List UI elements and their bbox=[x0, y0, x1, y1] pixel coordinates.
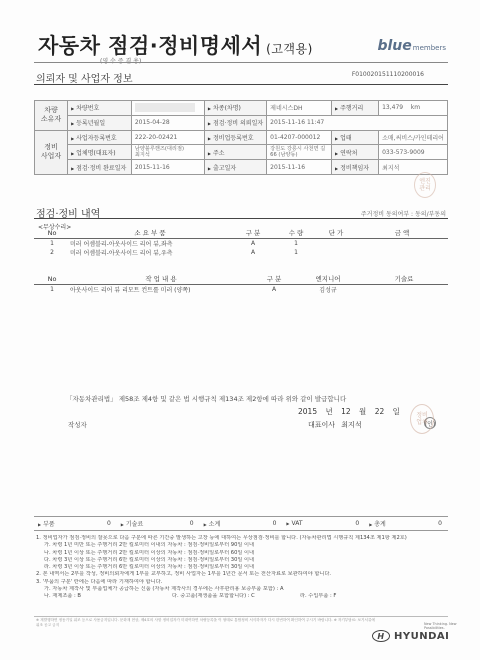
note-line: 나. 재제조품 : B 다. 중고품(재생품을 포함합니다) : C 라. 수입부품 : F bbox=[44, 593, 337, 600]
labor-table bbox=[34, 274, 448, 295]
receipt-note: (영 수 증 겸 용) bbox=[100, 58, 142, 65]
cell: 2 bbox=[50, 248, 54, 256]
cell: A bbox=[250, 239, 256, 247]
cell: 1 bbox=[50, 239, 54, 247]
model-label: ▶ 차종(차명) bbox=[204, 101, 266, 116]
divider bbox=[34, 616, 448, 617]
owner-side-label: 차량 소유자 bbox=[35, 101, 68, 131]
company-label: ▶ 업체명(대표자) bbox=[68, 145, 132, 160]
company-stamp: 엔진 관리 bbox=[414, 172, 436, 198]
representative: 대표이사 최지석 bbox=[308, 421, 362, 429]
col-header: 구 분 bbox=[230, 228, 276, 238]
biz-type-value: 소매,써비스/카인테리어 bbox=[379, 130, 448, 145]
note-line: 다. 차령 3년 이상 또는 주행거리 6만 킬로미터 이상의 자동차 : 점검·정비일로부터 30일 이내 bbox=[44, 556, 255, 563]
cell: 1 bbox=[294, 248, 298, 256]
note-line: 가. 차령 1년 미만 또는 주행거리 2만 킬로미터 이내의 자동차 : 점검·정비일로부터 90일 이내 bbox=[44, 542, 255, 549]
note-line: 1. 정비업자가 점검·정비의 잘못으로 다음 구분에 따른 기간중 발생하는 고장 등에 대하여는 무상점검·정비를 합니다. (자동차관리법 시행규칙 제134조 제1항 제2호) bbox=[36, 535, 407, 541]
divider bbox=[34, 84, 448, 85]
release-date-value: 2015-11-16 bbox=[267, 160, 332, 175]
cell bbox=[316, 238, 356, 248]
biz-no-value: 222-20-02421 bbox=[131, 130, 204, 145]
category-label: <무상수리> bbox=[38, 224, 72, 231]
col-header: 단 가 bbox=[316, 228, 356, 238]
cell bbox=[360, 284, 448, 295]
complete-date-label: ▶ 점검·정비 완료일자 bbox=[68, 160, 132, 175]
address-label: ▶ 주소 bbox=[204, 145, 266, 160]
consent-label: 주거정비 동의여부 : 동의/부동의 bbox=[360, 211, 446, 218]
cell bbox=[356, 248, 448, 257]
issue-date: 2015 년 12 월 22 일 bbox=[298, 407, 400, 416]
cell: 1 bbox=[50, 286, 54, 294]
section-work-title: 점검·정비 내역 bbox=[36, 209, 101, 220]
mileage-label: ▶ 주행거리 bbox=[332, 101, 379, 116]
hyundai-mark-icon: H bbox=[372, 630, 390, 642]
official-stamp: 정비 업체 bbox=[410, 404, 434, 434]
company-value: 남양블루핸즈(대리점) 최지석 bbox=[131, 145, 204, 160]
manager-label: ▶ 정비책임자 bbox=[332, 160, 379, 175]
page-title: 자동차 점검·정비명세서 (고객용) bbox=[38, 34, 313, 58]
note-line: 2. 본 내역서는 2부를 작성, 정비의뢰자에게 1부를 교부하고, 정비 사업자는 1부를 1년간 문서 또는 전산자료로 보관하여야 합니다. bbox=[36, 571, 332, 578]
writer-label: 작성자 bbox=[68, 421, 87, 429]
total-labor: ▶ 기술료 0 bbox=[117, 517, 200, 530]
col-header: 소 요 부 품 bbox=[70, 228, 230, 238]
notes bbox=[36, 535, 448, 601]
col-header: 기술료 bbox=[360, 274, 448, 284]
col-header: 수 량 bbox=[276, 228, 316, 238]
reg-date-label: ▶ 등록년월일 bbox=[68, 115, 132, 130]
cell: 아웃사이드 리어 뷰 리모트 컨트롤 미러 (양쪽) bbox=[70, 287, 191, 295]
cell: 미러 어셈블리-아웃사이드 리어 뷰,우측 bbox=[70, 249, 173, 257]
address-value: 강원도 강릉시 사천면 길 66 (남양동) bbox=[267, 145, 332, 160]
title-sub: (고객용) bbox=[266, 42, 313, 56]
col-header: No bbox=[34, 274, 70, 284]
business-side-label: 정비 사업자 bbox=[35, 130, 68, 174]
parts-table bbox=[34, 228, 448, 257]
note-line: 가. 자동차 제작사 및 부품업체가 공급하는 신품 (자동차 제작사의 경우에는 사후관리용 보증부품 포함) : A bbox=[44, 586, 284, 593]
note-line: 나. 차령 1년 이상 또는 주행거리 2만 킬로미터 이상의 자동차 : 점검·정비일로부터 60일 이내 bbox=[44, 549, 255, 556]
vehicle-no-label: ▶ 차량번호 bbox=[68, 101, 132, 116]
request-date-label: ▶ 점검·정비 의뢰일자 bbox=[204, 115, 266, 130]
cell: A bbox=[250, 248, 256, 256]
total-parts: ▶ 부품 0 bbox=[34, 517, 117, 530]
biz-no-label: ▶ 사업자등록번호 bbox=[68, 130, 132, 145]
request-date-value: 2015-11-16 11:47 bbox=[267, 115, 448, 130]
seal-mark: (인) bbox=[424, 417, 436, 429]
mileage-value: 13,479 km bbox=[379, 101, 448, 116]
totals-bar bbox=[34, 516, 448, 531]
table-row bbox=[34, 248, 448, 257]
repair-reg-label: ▶ 정비업등록번호 bbox=[204, 130, 266, 145]
contact-label: ▶ 연락처 bbox=[332, 145, 379, 160]
manager-value: 최지석 bbox=[379, 160, 448, 175]
hyundai-logo: H HYUNDAI bbox=[372, 630, 449, 642]
cell: A bbox=[271, 286, 277, 294]
cell: 1 bbox=[294, 239, 298, 247]
table-row bbox=[34, 238, 448, 248]
divider bbox=[34, 62, 448, 63]
release-date-label: ▶ 출고일자 bbox=[204, 160, 266, 175]
table-row bbox=[34, 284, 448, 295]
col-header: 작 업 내 용 bbox=[70, 274, 252, 284]
cell bbox=[356, 238, 448, 248]
footnote: ※ 재발행하면 정동기일 위조 등으로 사용금지입니다. 문화재 현상, 제4호의 사항 정비업자가 미대여하면 차량등록을 이 형태로 통합정비 서식하자가 다시 한번하여 확인하여 주시기 바랍니다. ※ 자기부담료: 보기서류에 위조 공고 금지 bbox=[36, 618, 375, 627]
total-vat: ▶ VAT 0 bbox=[282, 517, 365, 530]
col-header: 엔지니어 bbox=[296, 274, 360, 284]
col-header: No bbox=[34, 228, 70, 238]
complete-date-value: 2015-11-16 bbox=[131, 160, 204, 175]
model-value: 제네시스DH bbox=[267, 101, 332, 116]
cell: 김성규 bbox=[319, 287, 337, 295]
info-table bbox=[34, 100, 448, 175]
total-subtotal: ▶ 소계 0 bbox=[200, 517, 283, 530]
repair-reg-value: 01-4207-000012 bbox=[267, 130, 332, 145]
cell: 미러 어셈블리-아웃사이드 리어 뷰,좌측 bbox=[70, 240, 173, 248]
col-header: 구 분 bbox=[252, 274, 296, 284]
bluemembers-logo: bluemembers bbox=[377, 38, 446, 54]
brand-slogan: New Thinking. New Possibilities. bbox=[424, 622, 457, 630]
note-line: 3. '부품의 구분' 란에는 다음에 따라 기재하여야 합니다. bbox=[36, 578, 163, 585]
masked-value bbox=[135, 103, 195, 112]
document-number: F010020151110200016 bbox=[351, 71, 424, 78]
biz-type-label: ▶ 업태 bbox=[332, 130, 379, 145]
legal-statement: 「자동차관리법」 제58조 제4항 및 같은 법 시행규칙 제134조 제2항에 따라 위와 같이 발급합니다 bbox=[66, 395, 347, 403]
vehicle-no-value bbox=[131, 101, 204, 116]
section-client-title: 의뢰자 및 사업자 정보 bbox=[36, 74, 133, 85]
reg-date-value: 2015-04-28 bbox=[131, 115, 204, 130]
contact-value: 033-573-9009 bbox=[379, 145, 448, 160]
total-grand: ▶ 총계 0 bbox=[365, 517, 448, 530]
note-line: 라. 차령 3년 이상 또는 주행거리 6만 킬로미터 이상의 자동차 : 점검·정비일로부터 30일 이내 bbox=[44, 564, 255, 571]
cell bbox=[316, 248, 356, 257]
col-header: 금 액 bbox=[356, 228, 448, 238]
divider bbox=[34, 218, 448, 219]
